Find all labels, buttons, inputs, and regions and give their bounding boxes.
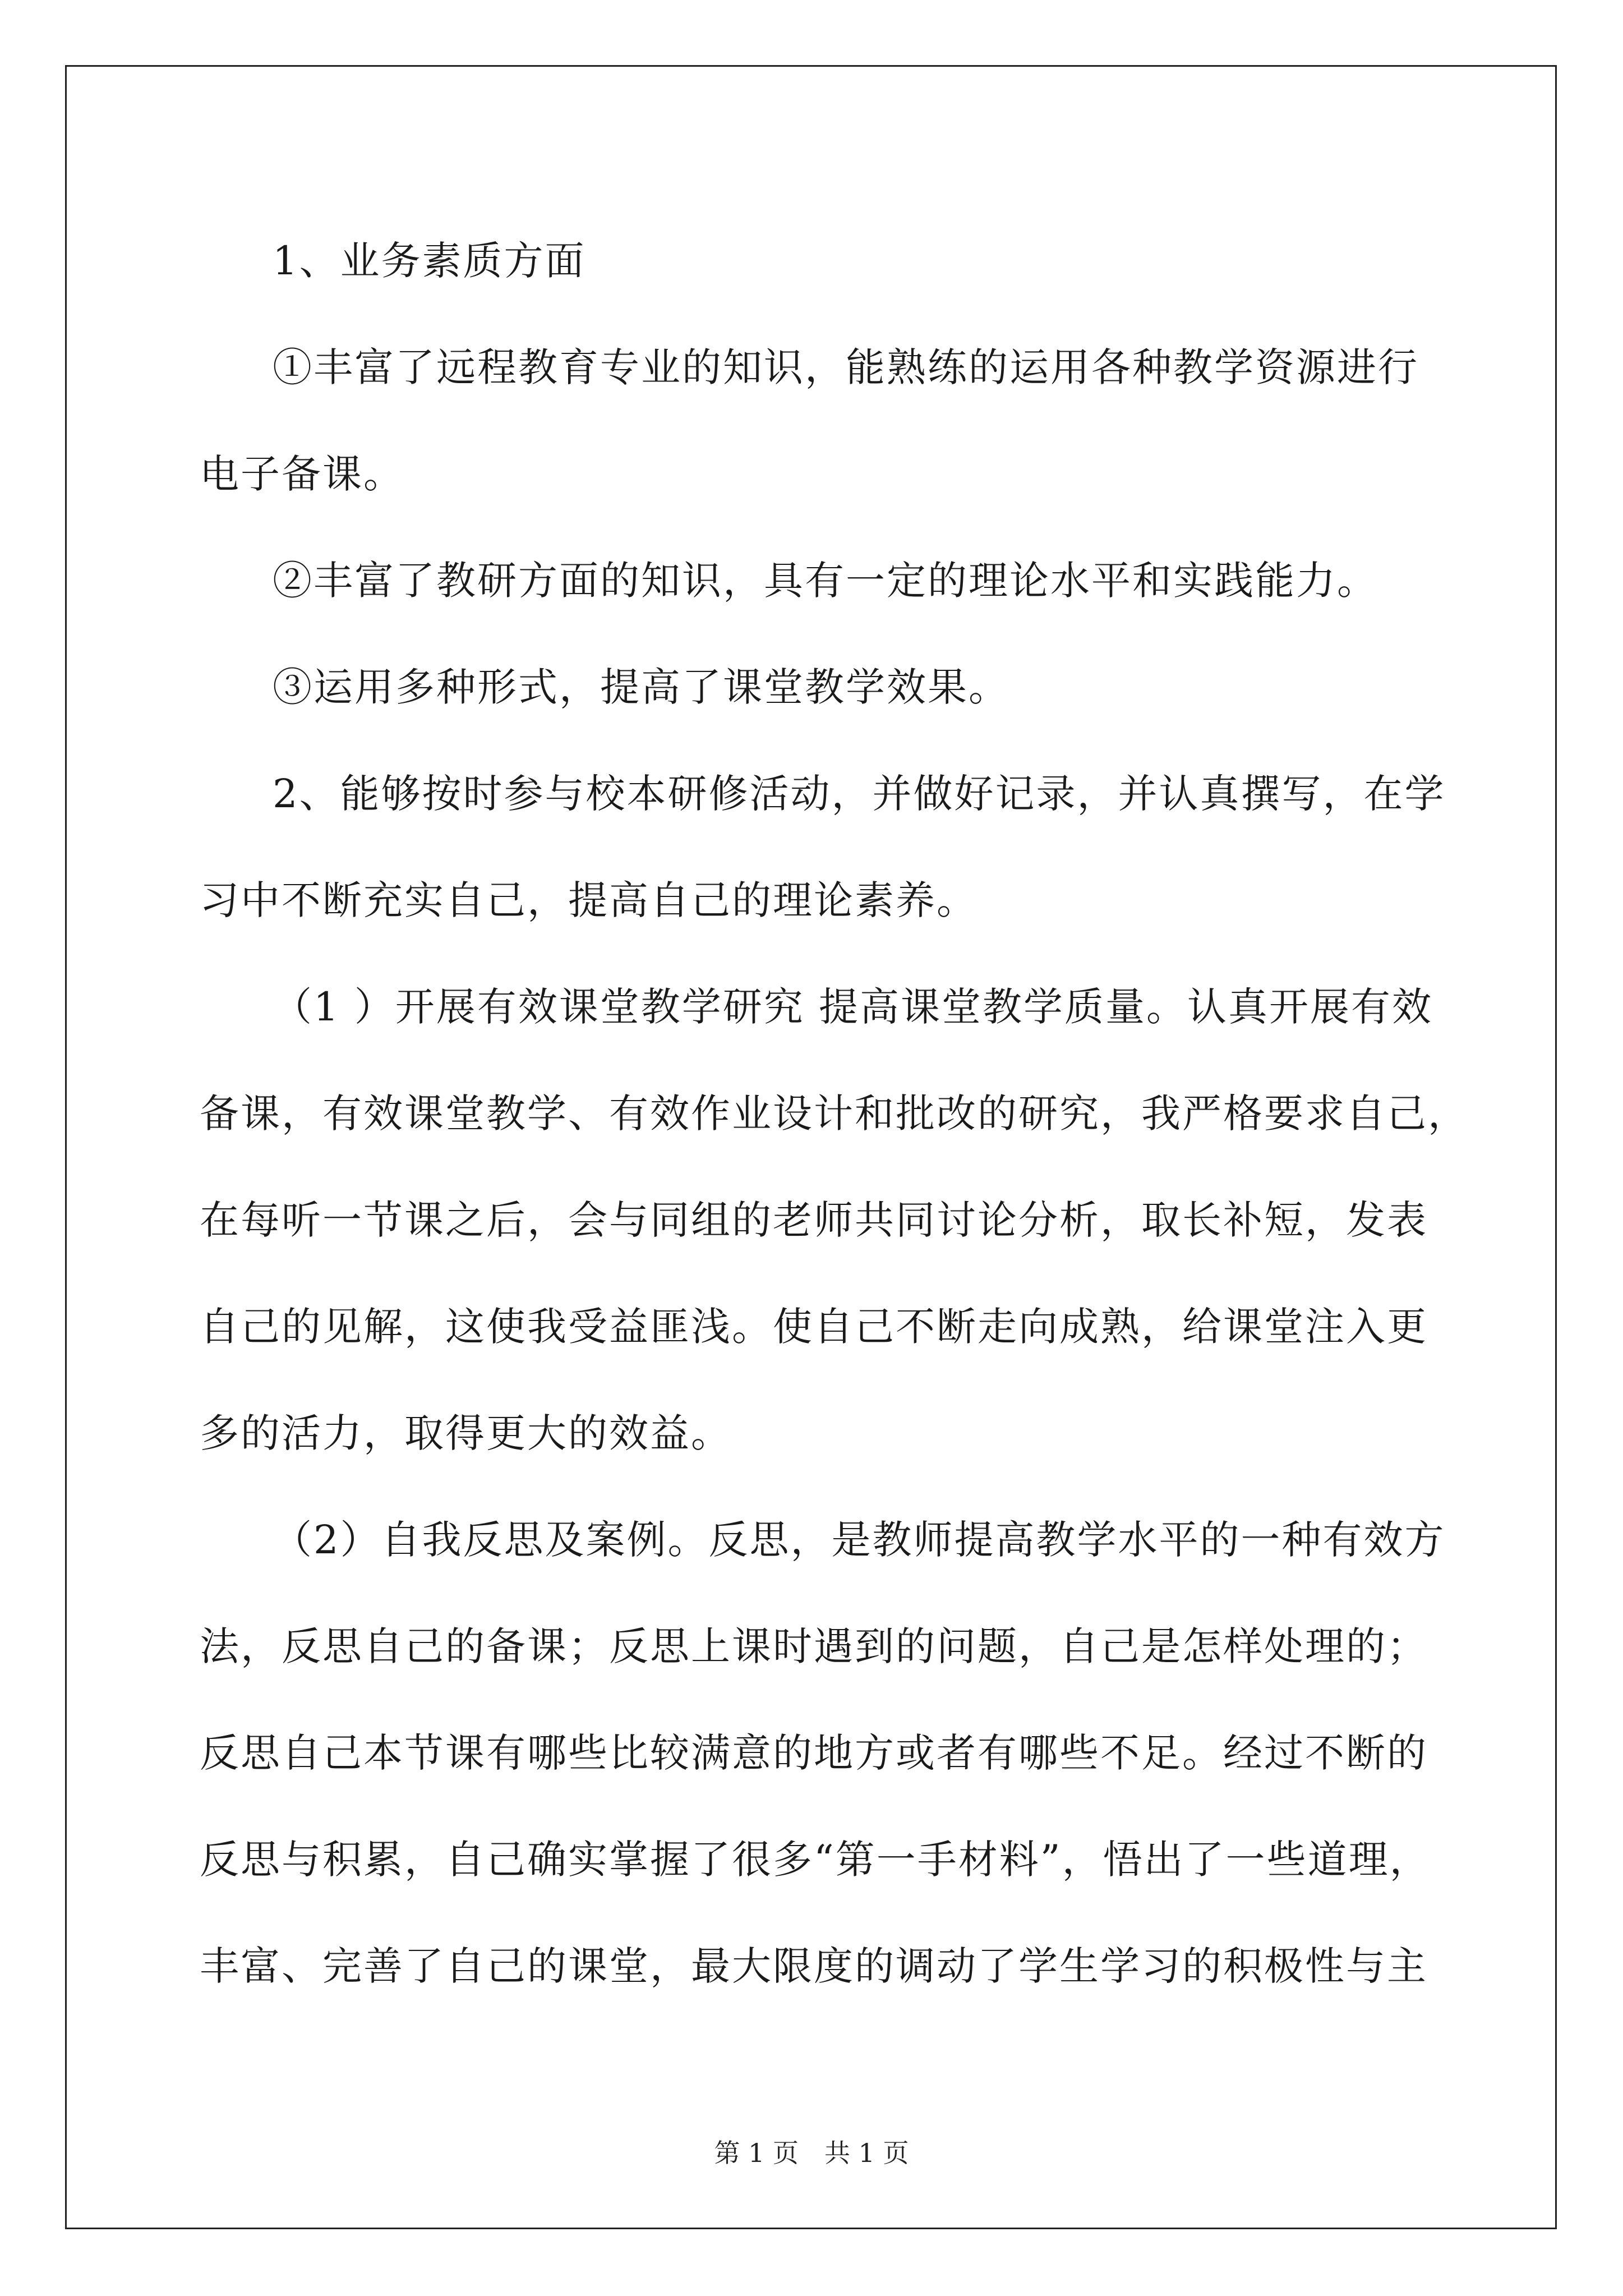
paragraph-line: 备课，有效课堂教学、有效作业设计和批改的研究，我严格要求自己， <box>200 1091 1469 1137</box>
paragraph-line: ③运用多种形式，提高了课堂教学效果。 <box>273 664 1009 710</box>
paragraph-line: 习中不断充实自己，提高自己的理论素养。 <box>200 877 978 923</box>
paragraph-effective-teaching <box>200 954 1469 1487</box>
paragraph-item-2 <box>200 527 1428 634</box>
paragraph-line: 自己的见解，这使我受益匪浅。使自己不断走向成熟，给课堂注入更 <box>200 1304 1428 1350</box>
paragraph-line: 反思与积累，自己确实掌握了很多“第一手材料”，悟出了一些道理， <box>200 1837 1431 1883</box>
paragraph-line: （1 ）开展有效课堂教学研究 提高课堂教学质量。认真开展有效 <box>273 984 1433 1030</box>
paragraph-line: 丰富、完善了自己的课堂，最大限度的调动了学生学习的积极性与主 <box>200 1943 1428 1989</box>
paragraph-item-3 <box>200 634 1428 740</box>
paragraph-line: ①丰富了远程教育专业的知识，能熟练的运用各种教学资源进行 <box>273 344 1419 390</box>
page-number: 第 1 页 <box>714 2138 799 2168</box>
page-total: 共 1 页 <box>824 2138 909 2168</box>
paragraph-line: 1、业务素质方面 <box>273 238 586 284</box>
paragraph-line: 法，反思自己的备课；反思上课时遇到的问题，自己是怎样处理的； <box>200 1623 1428 1669</box>
paragraph-line: 在每听一节课之后，会与同组的老师共同讨论分析，取长补短，发表 <box>200 1197 1428 1243</box>
paragraph-line: （2）自我反思及案例。反思，是教师提高教学水平的一种有效方 <box>273 1517 1446 1563</box>
paragraph-self-reflection <box>200 1487 1446 2019</box>
paragraph-item-1 <box>200 314 1428 527</box>
paragraph-line: 2、能够按时参与校本研修活动，并做好记录，并认真撰写，在学 <box>273 771 1446 817</box>
paragraph-line: ②丰富了教研方面的知识，具有一定的理论水平和实践能力。 <box>273 558 1378 604</box>
paragraph-line: 电子备课。 <box>200 451 404 497</box>
page-footer <box>0 2136 1623 2170</box>
paragraph-line: 多的活力，取得更大的效益。 <box>200 1410 732 1456</box>
paragraph-business-quality <box>200 208 1428 314</box>
paragraph-research-activity <box>200 740 1446 954</box>
document-body <box>200 208 1469 2019</box>
paragraph-line: 反思自己本节课有哪些比较满意的地方或者有哪些不足。经过不断的 <box>200 1730 1428 1776</box>
